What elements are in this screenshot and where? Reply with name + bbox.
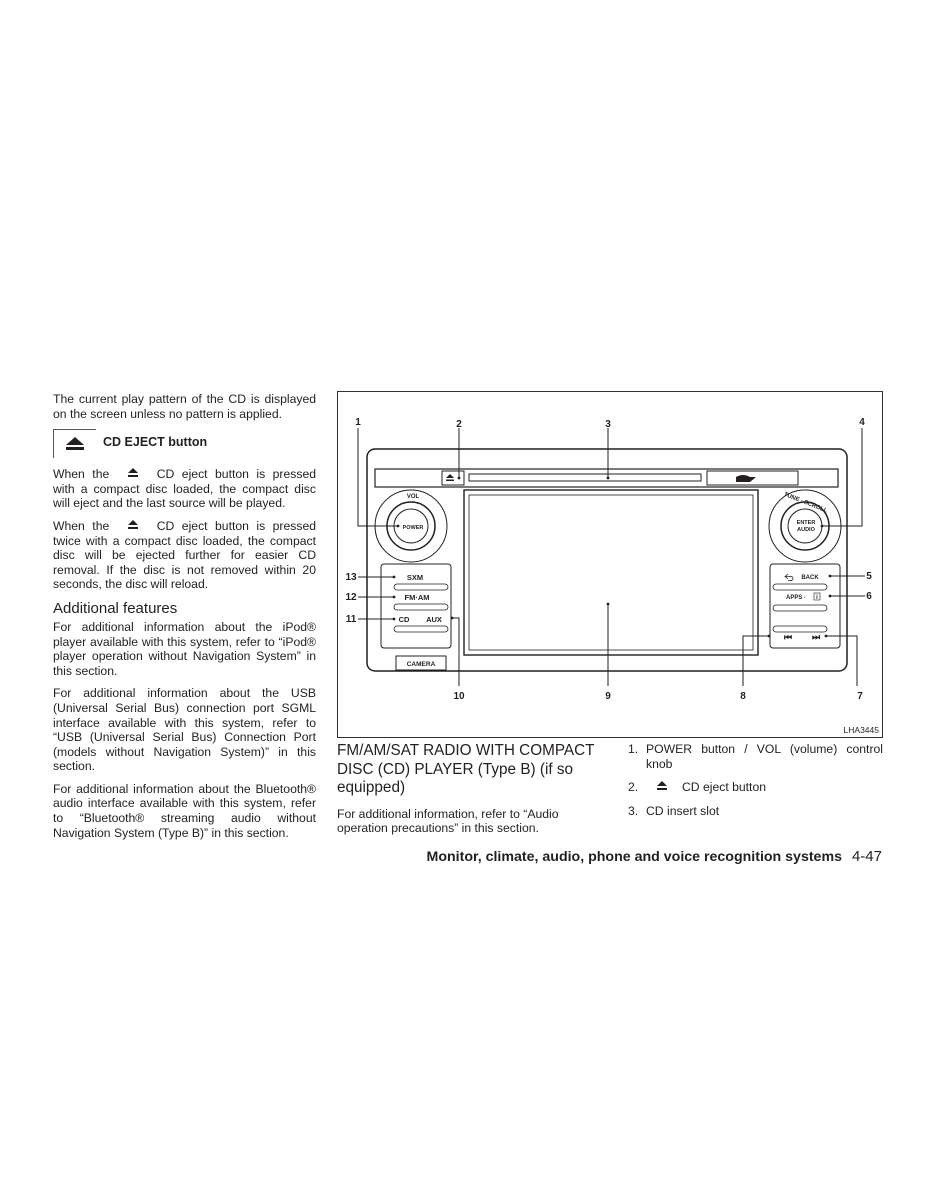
figure-code: LHA3445 bbox=[843, 725, 879, 735]
camera-label: CAMERA bbox=[406, 661, 436, 668]
callout-legend-list bbox=[628, 742, 883, 818]
text-eject-once: CD eject button is pressed with a compact disc loaded, the compact disc will eject and the last source will be played. bbox=[53, 467, 317, 511]
eject-icon bbox=[446, 474, 454, 478]
apps-label: APPS · bbox=[785, 595, 807, 601]
sxm-label: SXM bbox=[406, 573, 424, 582]
cd-eject-heading-box bbox=[53, 429, 316, 457]
callout-1: 1 bbox=[355, 417, 361, 428]
paragraph-eject-once bbox=[53, 467, 316, 511]
callout-7: 7 bbox=[857, 691, 863, 702]
callout-8: 8 bbox=[740, 691, 746, 702]
eject-icon bbox=[65, 437, 85, 451]
callout-9: 9 bbox=[605, 691, 611, 702]
fm-am-label: FM·AM bbox=[404, 593, 430, 602]
cd-insert-slot bbox=[469, 474, 701, 481]
callout-5: 5 bbox=[866, 571, 872, 582]
eject-icon bbox=[127, 468, 139, 478]
callout-4: 4 bbox=[859, 417, 865, 428]
paragraph-usb: For additional information about the USB (Universal Serial Bus) connection port SGML interface available with this system, refer to “USB (Universal Serial Bus) Connection Port (models without Navigation System)” in this section. bbox=[53, 686, 316, 774]
callout-2: 2 bbox=[456, 419, 462, 430]
leader-lines bbox=[358, 428, 865, 686]
text-when-the: When the bbox=[53, 467, 110, 482]
cd-slot-strip bbox=[375, 469, 838, 487]
unit-bezel bbox=[367, 449, 847, 671]
prev-track-icon: ⏮ bbox=[783, 632, 793, 642]
display-screen-inner bbox=[469, 495, 753, 650]
back-label: BACK bbox=[801, 575, 819, 581]
callout-13: 13 bbox=[345, 572, 357, 583]
eject-icon bbox=[127, 520, 139, 530]
back-arrow-icon bbox=[785, 574, 793, 581]
list-item: 1. POWER button / VOL (volume) control knob bbox=[628, 742, 883, 771]
list-item: 3. CD insert slot bbox=[628, 803, 720, 818]
eject-icon bbox=[656, 781, 668, 791]
text-when-the: When the bbox=[53, 518, 110, 533]
page-footer bbox=[427, 848, 883, 865]
callout-3: 3 bbox=[605, 419, 611, 430]
text-eject-twice: CD eject button is pressed twice with a compact disc loaded, the compact disc will be ejected further for easier CD removal. If the disc is not removed within 20 seconds, the disc will reload. bbox=[53, 518, 317, 592]
middle-column bbox=[337, 742, 599, 844]
additional-features-heading: Additional features bbox=[53, 599, 178, 617]
paragraph-ipod: For additional information about the iPod® player available with this system, refer to “iPod® player operation without Navigation System” in this section. bbox=[53, 619, 316, 678]
paragraph-bluetooth: For additional information about the Bluetooth® audio interface available with this system, refer to “Bluetooth® streaming audio without Navigation System (Type B)” in this section. bbox=[53, 781, 316, 840]
logo-icon bbox=[736, 475, 756, 482]
display-screen-outer bbox=[464, 490, 758, 655]
callout-12: 12 bbox=[345, 592, 357, 603]
paragraph-play-pattern: The current play pattern of the CD is displayed on the screen unless no pattern is applied. bbox=[53, 392, 316, 421]
cd-label: CD bbox=[398, 615, 410, 624]
page-number: 4-47 bbox=[851, 848, 882, 865]
callout-10: 10 bbox=[453, 691, 465, 702]
right-column bbox=[628, 742, 883, 827]
audio-unit-figure bbox=[337, 391, 883, 738]
cd-eject-heading: CD EJECT button bbox=[103, 435, 208, 450]
info-label: i bbox=[816, 595, 818, 601]
next-track-icon: ⏭ bbox=[811, 632, 821, 642]
paragraph-eject-twice bbox=[53, 519, 316, 592]
tune-scroll-label: TUNE · SCROLL bbox=[782, 491, 828, 515]
left-column bbox=[53, 392, 316, 848]
section-heading: FM/AM/SAT RADIO WITH COMPACT DISC (CD) PLAYER (Type B) (if so equipped) bbox=[337, 742, 595, 796]
footer-title: Monitor, climate, audio, phone and voice recognition systems bbox=[426, 849, 842, 865]
callout-6: 6 bbox=[866, 591, 872, 602]
callout-11: 11 bbox=[345, 614, 357, 625]
audio-label: AUDIO bbox=[797, 527, 815, 533]
list-item: 2. CD eject button bbox=[628, 780, 767, 795]
paragraph-audio-precautions: For additional information, refer to “Audio operation precautions” in this section. bbox=[337, 806, 559, 836]
aux-label: AUX bbox=[426, 615, 442, 624]
power-label: POWER bbox=[402, 525, 424, 531]
enter-label: ENTER bbox=[796, 520, 816, 526]
vol-label: VOL bbox=[406, 494, 420, 500]
enter-audio-button bbox=[788, 509, 822, 543]
audio-unit-diagram bbox=[338, 392, 884, 739]
